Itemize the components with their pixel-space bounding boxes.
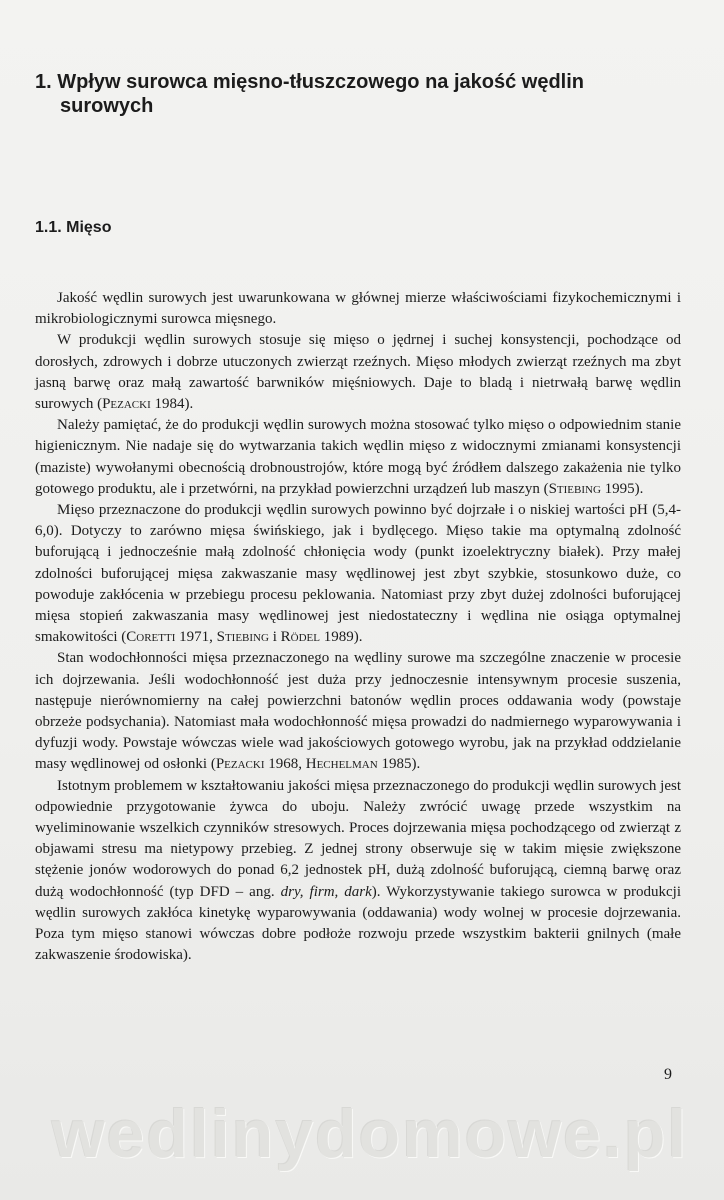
citation-author: Stiebing	[216, 629, 269, 646]
citation-author: Coretti	[126, 629, 176, 646]
italic-term: dry, firm, dark	[280, 883, 372, 900]
paragraph-3-text: Należy pamiętać, że do produkcji wędlin surowych można stosować tylko mięso o odpowiednim stanie higienicznym. Nie nadaje się do wytwarzania takich wędlin mięso z widocznymi zmianami konsystencji (maziste) wywołanymi obecnością drobnoustrojów, które mogą być źródłem dalszego zakażenia nie tylko gotowego produktu, ale i przetwórni, na przykład powierzchni urządzeń lub maszyn (	[35, 417, 681, 497]
citation-author: Pezacki	[215, 756, 265, 773]
paragraph-1: Jakość wędlin surowych jest uwarunkowana w głównej mierze właściwościami fizykochemicznymi i mikrobiologicznymi surowca mięsnego.	[35, 290, 681, 328]
body-text	[35, 288, 681, 967]
page-number: 9	[664, 1066, 672, 1083]
citation-year: 1984).	[150, 396, 194, 413]
citation-year: 1985).	[377, 756, 421, 773]
citation-author: Pezacki	[102, 396, 151, 413]
paragraph-2-text: W produkcji wędlin surowych stosuje się mięso o jędrnej i suchej konsystencji, pochodzące od dorosłych, zdrowych i dobrze utuczonych zwierząt rzeźnych. Mięso młodych zwierząt rzeźnych ma zbyt jasną barwę oraz małą zawartość barwników mięśniowych. Daje to bladą i nietrwałą barwę wędlin surowych (	[35, 332, 681, 413]
chapter-title: 1. Wpływ surowca mięsno-tłuszczowego na jakość wędlin surowych	[35, 71, 585, 117]
citation-year: 1971,	[175, 629, 217, 646]
citation-year: 1968,	[264, 756, 306, 773]
paragraph-6	[35, 776, 681, 967]
citation-year: 1995).	[600, 480, 644, 497]
paragraph-6-text: Istotnym problemem w kształtowaniu jakości mięsa przeznaczonego do produkcji wędlin surowych jest odpowiednie przygotowanie żywca do uboju. Należy zwrócić uwagę przede wszystkim na wyeliminowanie wszelkich czynników stresowych. Proces dojrzewania mięsa pochodzącego od zwierząt z objawami stresu ma nietypowy przebieg. Z jednej strony obserwuje się w takim mięsie zwiększone stężenie jonów wodorowych do ponad 6,2 jednostek pH, dużą zdolność buforującą, ciemną barwę oraz dużą wodochłonność (typ DFD – ang.	[35, 777, 681, 900]
paragraph-3	[35, 415, 681, 500]
paragraph-6-tail: ). Wykorzystywanie takiego surowca w produkcji wędlin surowych zakłóca kinetykę wyparowywania (oddawania) wody wolnej w procesie dojrzewania. Poza tym mięso stanowi wówczas dobre podłoże rozwoju przede wszystkim bakterii gnilnych (małe zakwaszenie środowiska).	[35, 883, 682, 964]
paragraph-4	[35, 500, 681, 648]
paragraph-5	[35, 648, 681, 775]
section-title: 1.1. Mięso	[35, 219, 112, 236]
citation-author: Stiebing	[548, 480, 601, 497]
paragraph-2	[35, 330, 681, 415]
watermark: wedlinydomowe.pl	[51, 1096, 689, 1172]
citation-connector: i	[268, 629, 281, 646]
citation-author: Rödel	[280, 629, 320, 646]
citation-author: Hechelman	[305, 756, 378, 773]
citation-year: 1989).	[319, 629, 363, 646]
paragraph-4-text: Mięso przeznaczone do produkcji wędlin surowych powinno być dojrzałe i o niskiej wartości pH (5,4-6,0). Dotyczy to zarówno mięsa świńskiego, jak i bydlęcego. Mięso takie ma optymalną zdolność buforującą i jednocześnie małą zdolność chłonięcia wody (punkt izoelektryczny białek). Przy małej zdolności buforującej mięsa zakwaszanie masy wędlinowej jest zbyt szybkie, stosunkowo duże, co powoduje zakłócenia w przebiegu procesu peklowania. Natomiast przy zbyt dużej zdolności buforującej mięsa stopień zakwaszania masy wędlinowej jest niedostateczny i wędlina nie osiąga optymalnej smakowitości (	[35, 502, 681, 646]
paragraph-5-text: Stan wodochłonności mięsa przeznaczonego na wędliny surowe ma szczególne znaczenie w procesie ich dojrzewania. Jeśli wodochłonność jest duża przy jednoczesnie intensywnym procesie suszenia, następuje nierównomierny na całej powierzchni batonów wędlin proces oddawania wody (powstaje obrzeże podsychania). Natomiast mała wodochłonność mięsa prowadzi do nadmiernego wyparowywania i dyfuzji wody. Powstaje wówczas wiele wad jakościowych gotowego wyrobu, jak na przykład oddzielanie masy wędlinowej od osłonki (	[35, 650, 681, 773]
